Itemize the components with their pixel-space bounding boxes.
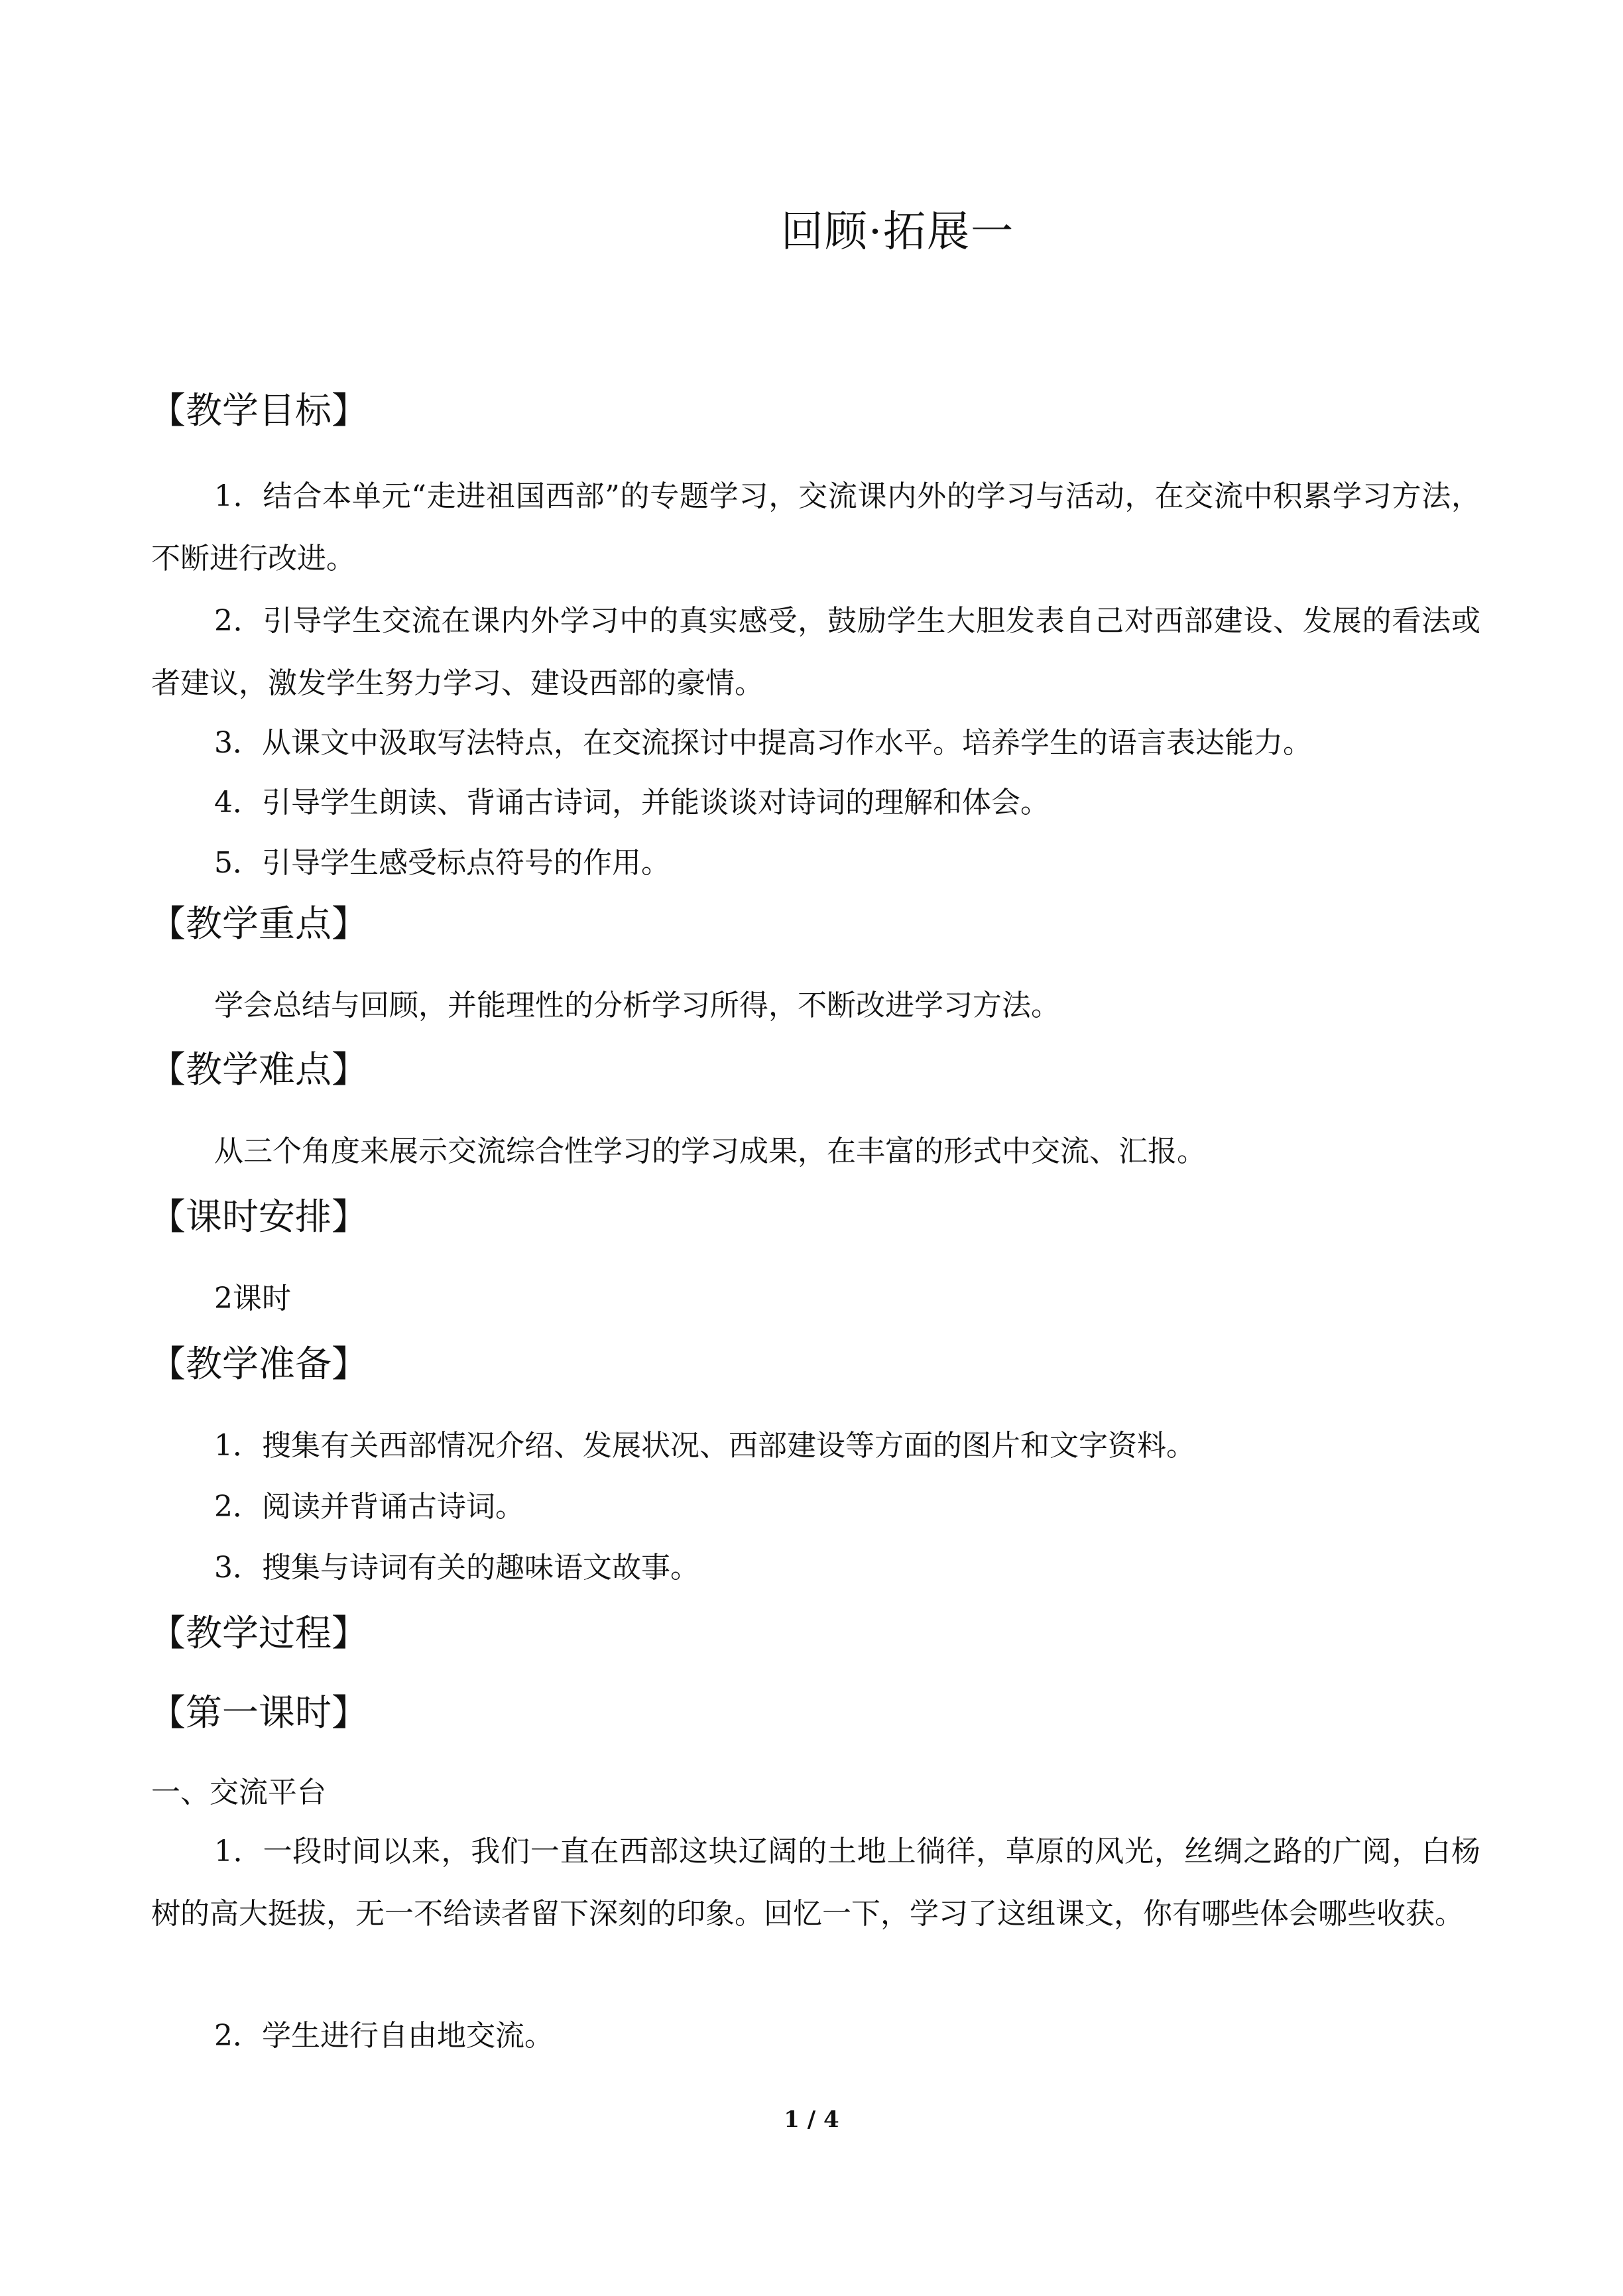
process-item-1: 1．一段时间以来，我们一直在西部这块辽阔的土地上徜徉，草原的风光，丝绸之路的广阅，白杨树的高大挺拔，无一不给读者留下深刻的印象。回忆一下，学习了这组课文，你有哪些体会哪些收获。 (151, 1835, 1480, 1931)
objective-item-5: 5．引导学生感受标点符号的作用。 (214, 846, 670, 880)
process-item-2: 2．学生进行自由地交流。 (214, 2019, 554, 2053)
difficulties-text: 从三个角度来展示交流综合性学习的学习成果，在丰富的形式中交流、汇报。 (214, 1134, 1206, 1168)
section-heading-process: 【教学过程】 (149, 1612, 369, 1654)
key-points-text: 学会总结与回顾，并能理性的分析学习所得，不断改进学习方法。 (214, 989, 1060, 1022)
preparation-item-1: 1．搜集有关西部情况介绍、发展状况、西部建设等方面的图片和文字资料。 (214, 1429, 1195, 1463)
section-heading-objectives: 【教学目标】 (149, 389, 369, 432)
section-heading-key-points: 【教学重点】 (149, 902, 369, 945)
objective-item-1: 1．结合本单元“走进祖国西部”的专题学习，交流课内外的学习与活动，在交流中积累学习方法，不断进行改进。 (151, 479, 1480, 575)
section-heading-preparation: 【教学准备】 (149, 1343, 369, 1385)
objective-item-3: 3．从课文中汲取写法特点，在交流探讨中提高习作水平。培养学生的语言表达能力。 (214, 726, 1312, 760)
section-heading-difficulties: 【教学难点】 (149, 1048, 369, 1091)
preparation-item-3: 3．搜集与诗词有关的趣味语文故事。 (214, 1551, 699, 1585)
page-number: 1 / 4 (784, 2106, 839, 2133)
section-heading-schedule: 【课时安排】 (149, 1195, 369, 1238)
document-title: 回顾·拓展一 (780, 208, 1015, 257)
lesson-heading-first: 【第一课时】 (149, 1691, 369, 1734)
objective-item-4: 4．引导学生朗读、背诵古诗词，并能谈谈对诗词的理解和体会。 (214, 786, 1050, 819)
objective-item-2: 2．引导学生交流在课内外学习中的真实感受，鼓励学生大胆发表自己对西部建设、发展的看法或者建议，激发学生努力学习、建设西部的豪情。 (151, 604, 1480, 700)
preparation-item-2: 2．阅读并背诵古诗词。 (214, 1490, 524, 1524)
schedule-text: 2课时 (214, 1282, 291, 1315)
part-title-exchange-platform: 一、交流平台 (151, 1776, 326, 1809)
